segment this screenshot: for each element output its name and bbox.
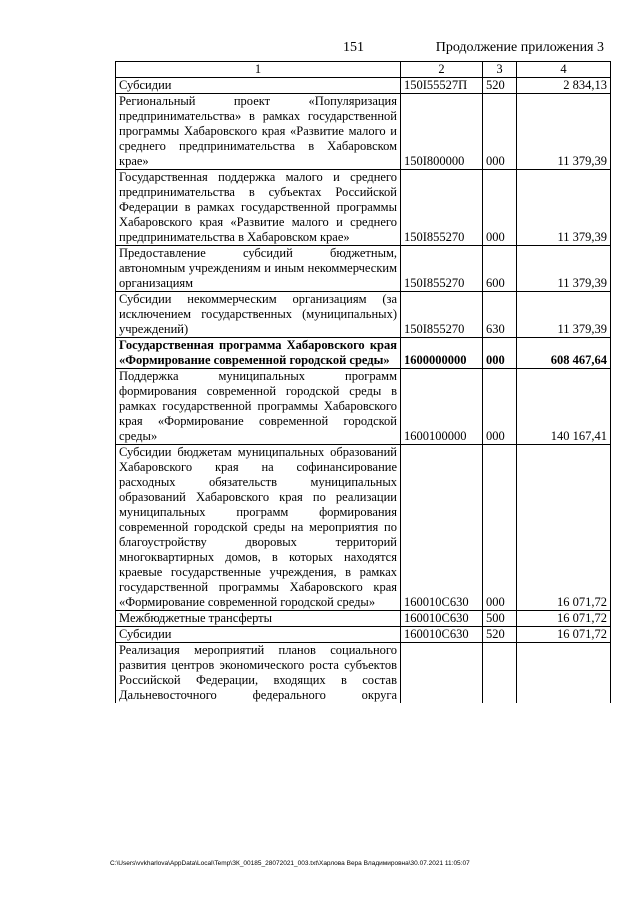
file-path-footer: C:\Users\vvkharlova\AppData\Local\Temp\ЗК_00185_28072021_003.txt\Харлова Вера Владимировна\30.07.2021 11:05:07 xyxy=(110,860,470,867)
row-expense-type: 000 xyxy=(483,170,517,246)
row-target-code: 150I55527П xyxy=(401,78,483,94)
row-expense-type: 630 xyxy=(483,292,517,338)
empty-cell xyxy=(517,643,611,704)
table-row xyxy=(116,627,611,643)
table-row xyxy=(116,292,611,338)
column-header-3: 3 xyxy=(483,62,517,78)
row-target-code: 1600100000 xyxy=(401,369,483,445)
row-amount: 16 071,72 xyxy=(517,611,611,627)
row-name: Государственная поддержка малого и среднего предпринимательства в субъектах Российской Федерации в рамках государственной программы Хабаровского края «Развитие малого и среднего предпринимательства в Хабаровском крае» xyxy=(116,170,401,246)
row-target-code: 160010С630 xyxy=(401,611,483,627)
row-amount: 2 834,13 xyxy=(517,78,611,94)
table-row xyxy=(116,78,611,94)
budget-table-body xyxy=(116,62,611,704)
table-row xyxy=(116,94,611,170)
row-expense-type: 520 xyxy=(483,78,517,94)
row-name: Региональный проект «Популяризация предпринимательства» в рамках государственной программы Хабаровского края «Развитие малого и среднего предпринимательства в Хабаровском крае» xyxy=(116,94,401,170)
row-target-code: 150I800000 xyxy=(401,94,483,170)
row-amount: 140 167,41 xyxy=(517,369,611,445)
table-header-row xyxy=(116,62,611,78)
table-row xyxy=(116,338,611,369)
table-row xyxy=(116,643,611,704)
row-target-code: 160010С630 xyxy=(401,445,483,611)
row-name: Поддержка муниципальных программ формирования современной городской среды в рамках государственной программы Хабаровского края «Формирование современной городской среды» xyxy=(116,369,401,445)
table-row xyxy=(116,611,611,627)
row-amount: 11 379,39 xyxy=(517,170,611,246)
continuation-label: Продолжение приложения 3 xyxy=(435,40,604,55)
row-amount: 16 071,72 xyxy=(517,627,611,643)
row-name: Предоставление субсидий бюджетным, автономным учреждениям и иным некоммерческим организациям xyxy=(116,246,401,292)
row-expense-type: 600 xyxy=(483,246,517,292)
row-name: Реализация мероприятий планов социального развития центров экономического роста субъектов Российской Федерации, входящих в состав Дальневосточного федерального округа xyxy=(116,643,401,704)
budget-table xyxy=(115,61,611,703)
row-name: Субсидии бюджетам муниципальных образований Хабаровского края на софинансирование расходных обязательств муниципальных образований Хабаровского края по реализации муниципальных программ формирования современной городской среды на мероприятия по благоустройству дворовых территорий многоквартирных домов, в которых находятся краевые государственные учреждения, в рамках государственной программы Хабаровского края «Формирование современной городской среды» xyxy=(116,445,401,611)
table-row xyxy=(116,445,611,611)
row-name: Государственная программа Хабаровского края «Формирование современной городской среды» xyxy=(116,338,401,369)
row-expense-type: 000 xyxy=(483,94,517,170)
row-target-code: 160010С630 xyxy=(401,627,483,643)
row-name: Межбюджетные трансферты xyxy=(116,611,401,627)
row-amount: 11 379,39 xyxy=(517,292,611,338)
row-name: Субсидии некоммерческим организациям (за исключением государственных (муниципальных) учреждений) xyxy=(116,292,401,338)
empty-cell xyxy=(401,643,483,704)
column-header-1: 1 xyxy=(116,62,401,78)
row-amount: 608 467,64 xyxy=(517,338,611,369)
row-name: Субсидии xyxy=(116,78,401,94)
row-expense-type: 000 xyxy=(483,445,517,611)
row-name: Субсидии xyxy=(116,627,401,643)
column-header-2: 2 xyxy=(401,62,483,78)
row-amount: 16 071,72 xyxy=(517,445,611,611)
row-amount: 11 379,39 xyxy=(517,94,611,170)
row-target-code: 150I855270 xyxy=(401,170,483,246)
table-row xyxy=(116,246,611,292)
empty-cell xyxy=(483,643,517,704)
row-expense-type: 520 xyxy=(483,627,517,643)
row-amount: 11 379,39 xyxy=(517,246,611,292)
row-target-code: 150I855270 xyxy=(401,246,483,292)
table-row xyxy=(116,369,611,445)
row-expense-type: 000 xyxy=(483,338,517,369)
row-expense-type: 000 xyxy=(483,369,517,445)
row-expense-type: 500 xyxy=(483,611,517,627)
page-number: 151 xyxy=(343,40,364,55)
row-target-code: 1600000000 xyxy=(401,338,483,369)
row-target-code: 150I855270 xyxy=(401,292,483,338)
table-row xyxy=(116,170,611,246)
column-header-4: 4 xyxy=(517,62,611,78)
